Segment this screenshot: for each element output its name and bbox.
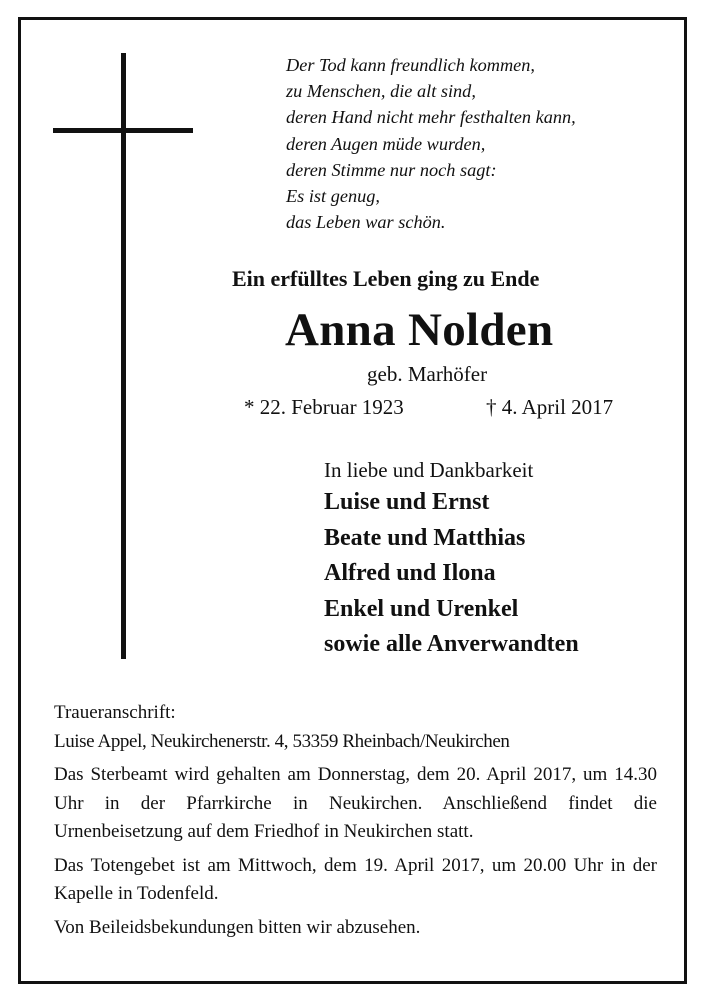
poem-line: Der Tod kann freundlich kommen, <box>286 55 535 75</box>
birth-date: * 22. Februar 1923 <box>244 395 404 419</box>
condolences-notice: Von Beileidsbekundungen bitten wir abzusehen. <box>54 916 421 938</box>
funeral-notice: Das Sterbeamt wird gehalten am Donnerstag, dem 20. April 2017, um 14.30 Uhr in der Pfarrkirche in Neukirchen. Anschließend findet die Urnenbeisetzung auf dem Friedhof in Neukirchen statt. <box>54 764 657 842</box>
mourner-name: Alfred und Ilona <box>324 560 496 586</box>
poem-line: das Leben war schön. <box>286 212 446 233</box>
cross-vertical-bar <box>121 53 126 659</box>
notice-details <box>54 699 657 942</box>
poem-line: deren Stimme nur noch sagt: <box>286 159 497 180</box>
address-line: Luise Appel, Neukirchenerstr. 4, 53359 Rheinbach/Neukirchen <box>54 730 510 752</box>
death-date: † 4. April 2017 <box>486 395 614 419</box>
mourners-intro: In liebe und Dankbarkeit <box>324 458 534 482</box>
poem-line: deren Augen müde wurden, <box>286 133 486 154</box>
poem <box>286 52 576 235</box>
prayer-notice: Das Totengebet ist am Mittwoch, dem 19. April 2017, um 20.00 Uhr in der Kapelle in Todenfeld. <box>54 854 657 904</box>
mourner-name: Luise und Ernst <box>324 489 490 515</box>
deceased-name: Anna Nolden <box>285 304 554 356</box>
mourner-name: Enkel und Urenkel <box>324 595 519 622</box>
poem-line: deren Hand nicht mehr festhalten kann, <box>286 107 576 128</box>
headline: Ein erfülltes Leben ging zu Ende <box>232 266 540 291</box>
mourners-block <box>324 455 579 663</box>
mourner-name: Beate und Matthias <box>324 524 526 551</box>
birth-name: geb. Marhöfer <box>367 362 488 386</box>
mourner-name: sowie alle Anverwandten <box>324 631 579 657</box>
poem-line: Es ist genug, <box>286 186 380 207</box>
cross-horizontal-bar <box>53 128 193 133</box>
address-label: Traueranschrift: <box>54 702 176 723</box>
poem-line: zu Menschen, die alt sind, <box>286 81 476 102</box>
